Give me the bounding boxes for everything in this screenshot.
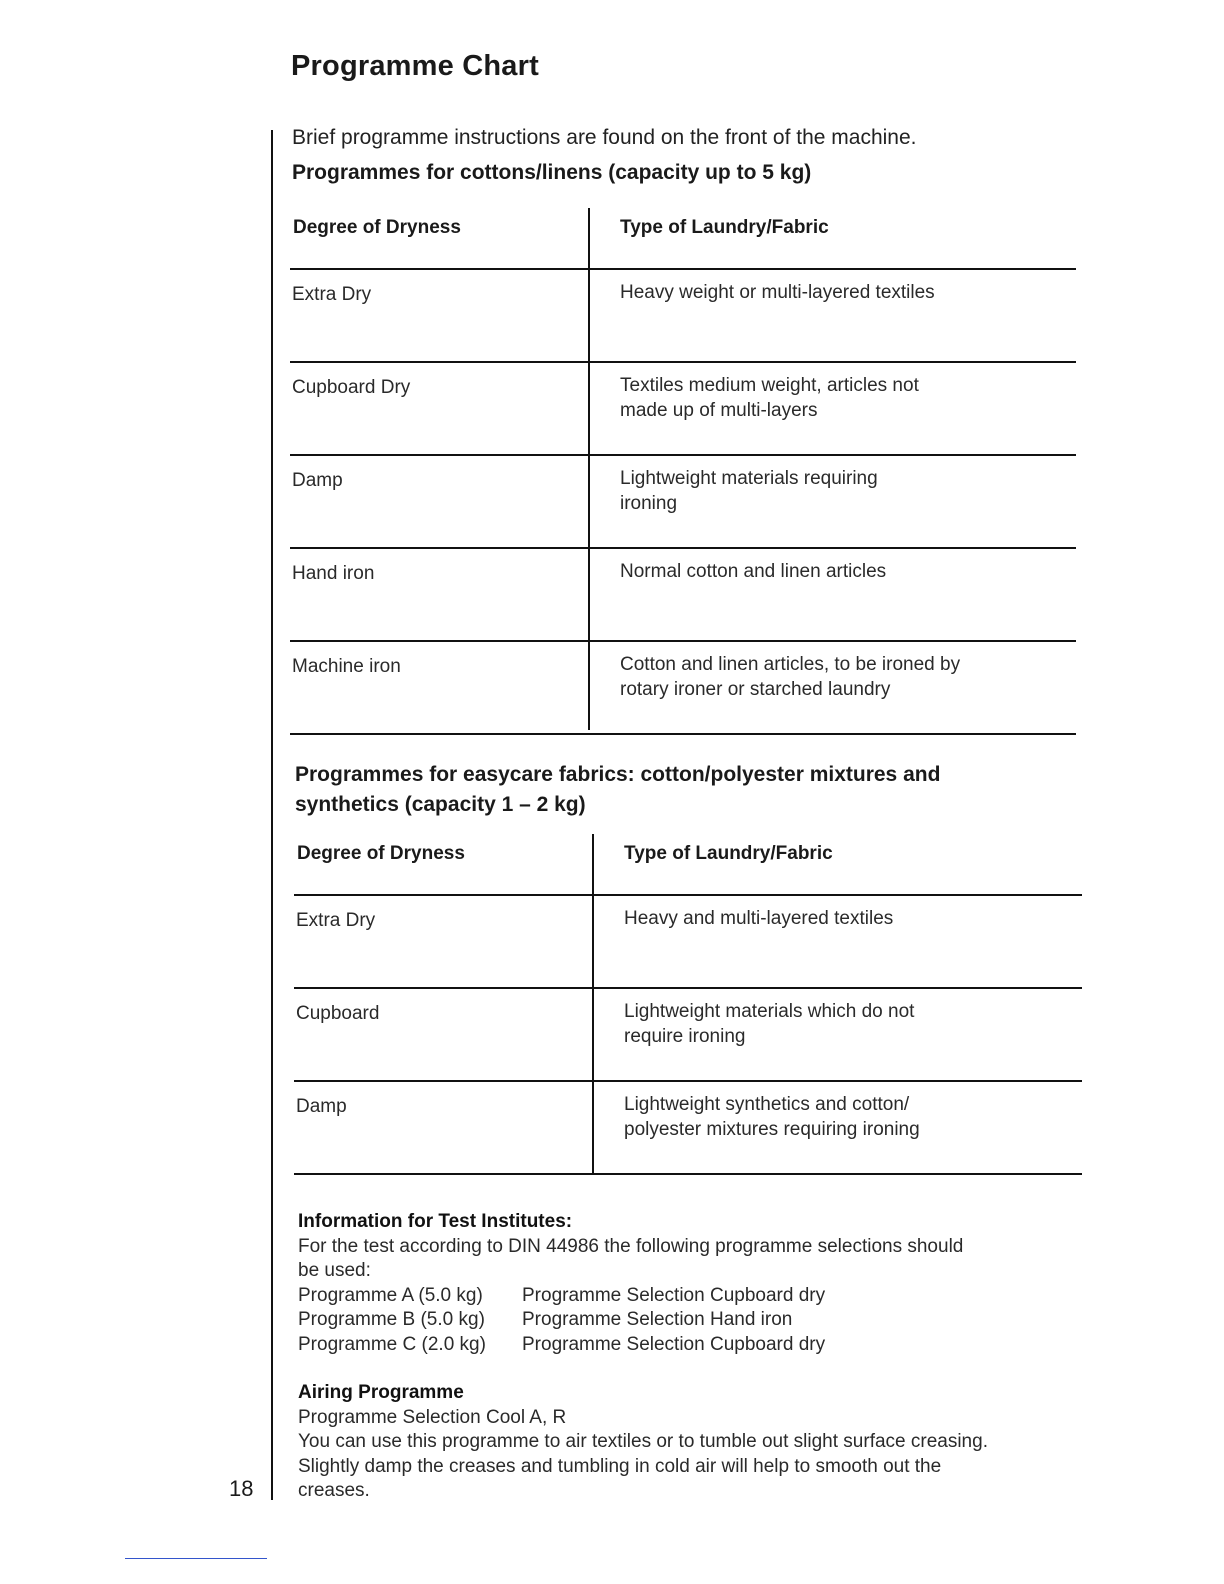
test-info-text: For the test according to DIN 44986 the following programme selections should be used: bbox=[298, 1235, 964, 1281]
easycare-table-bottom-rule bbox=[294, 1173, 1082, 1175]
table-row bbox=[290, 361, 1076, 454]
easycare-heading-line1: Programmes for easycare fabrics: cotton/polyester mixtures and bbox=[295, 763, 941, 786]
programme-line bbox=[298, 1333, 998, 1358]
airing-heading: Airing Programme bbox=[298, 1382, 464, 1403]
table-row bbox=[294, 1080, 1082, 1173]
margin-rule bbox=[271, 130, 273, 1500]
table-row bbox=[294, 987, 1082, 1080]
fabric-cell: Lightweight materials which do not require ironing bbox=[624, 1001, 915, 1047]
dryness-cell: Damp bbox=[296, 1096, 347, 1117]
easycare-heading-line2: synthetics (capacity 1 – 2 kg) bbox=[295, 793, 586, 816]
fabric-cell: Lightweight materials requiring ironing bbox=[620, 468, 878, 514]
cottons-col-fabric: Type of Laundry/Fabric bbox=[620, 217, 829, 238]
test-info-heading: Information for Test Institutes: bbox=[298, 1211, 573, 1232]
dryness-cell: Cupboard bbox=[296, 1003, 380, 1024]
airing-text: You can use this programme to air textiles or to tumble out slight surface creasing. Slightly damp the creases and tumbling in cold air will help to smooth out the creases. bbox=[298, 1431, 988, 1501]
programme-line bbox=[298, 1284, 998, 1309]
programme-name: Programme B (5.0 kg) bbox=[298, 1309, 485, 1330]
fabric-cell: Textiles medium weight, articles not made up of multi-layers bbox=[620, 375, 919, 421]
programme-name: Programme C (2.0 kg) bbox=[298, 1333, 486, 1355]
cottons-table-header bbox=[290, 208, 1076, 268]
page-number: 18 bbox=[229, 1476, 254, 1501]
easycare-col-dryness: Degree of Dryness bbox=[297, 843, 465, 864]
easycare-table-header bbox=[294, 834, 1082, 894]
intro-text: Brief programme instructions are found on the front of the machine. bbox=[292, 126, 917, 149]
easycare-heading bbox=[295, 760, 940, 820]
table-row bbox=[290, 547, 1076, 640]
fabric-cell: Lightweight synthetics and cotton/ polyester mixtures requiring ironing bbox=[624, 1094, 920, 1140]
table-row bbox=[290, 454, 1076, 547]
programme-selection: Programme Selection Hand iron bbox=[522, 1309, 793, 1330]
footer-rule bbox=[125, 1558, 267, 1559]
dryness-cell: Hand iron bbox=[292, 563, 375, 584]
cottons-col-dryness: Degree of Dryness bbox=[293, 217, 461, 238]
programme-line bbox=[298, 1308, 998, 1333]
fabric-cell: Heavy weight or multi-layered textiles bbox=[620, 282, 935, 303]
cottons-table bbox=[290, 208, 1076, 735]
dryness-cell: Damp bbox=[292, 470, 343, 491]
fabric-cell: Normal cotton and linen articles bbox=[620, 561, 887, 582]
dryness-cell: Machine iron bbox=[292, 656, 401, 677]
table-row bbox=[290, 640, 1076, 733]
cottons-table-bottom-rule bbox=[290, 733, 1076, 735]
easycare-table bbox=[294, 834, 1082, 1175]
table-row bbox=[290, 268, 1076, 361]
airing-selection: Programme Selection Cool A, R bbox=[298, 1406, 567, 1428]
fabric-cell: Heavy and multi-layered textiles bbox=[624, 908, 894, 929]
cottons-heading: Programmes for cottons/linens (capacity up to 5 kg) bbox=[292, 161, 812, 184]
dryness-cell: Extra Dry bbox=[296, 910, 376, 931]
info-block bbox=[298, 1210, 998, 1504]
table-row bbox=[294, 894, 1082, 987]
programme-selection: Programme Selection Cupboard dry bbox=[522, 1333, 826, 1355]
dryness-cell: Extra Dry bbox=[292, 284, 372, 305]
fabric-cell: Cotton and linen articles, to be ironed by rotary ironer or starched laundry bbox=[620, 654, 961, 700]
dryness-cell: Cupboard Dry bbox=[292, 377, 411, 398]
page-title: Programme Chart bbox=[291, 50, 539, 82]
easycare-col-fabric: Type of Laundry/Fabric bbox=[624, 843, 833, 864]
programme-selection: Programme Selection Cupboard dry bbox=[522, 1284, 826, 1306]
programme-name: Programme A (5.0 kg) bbox=[298, 1284, 483, 1306]
